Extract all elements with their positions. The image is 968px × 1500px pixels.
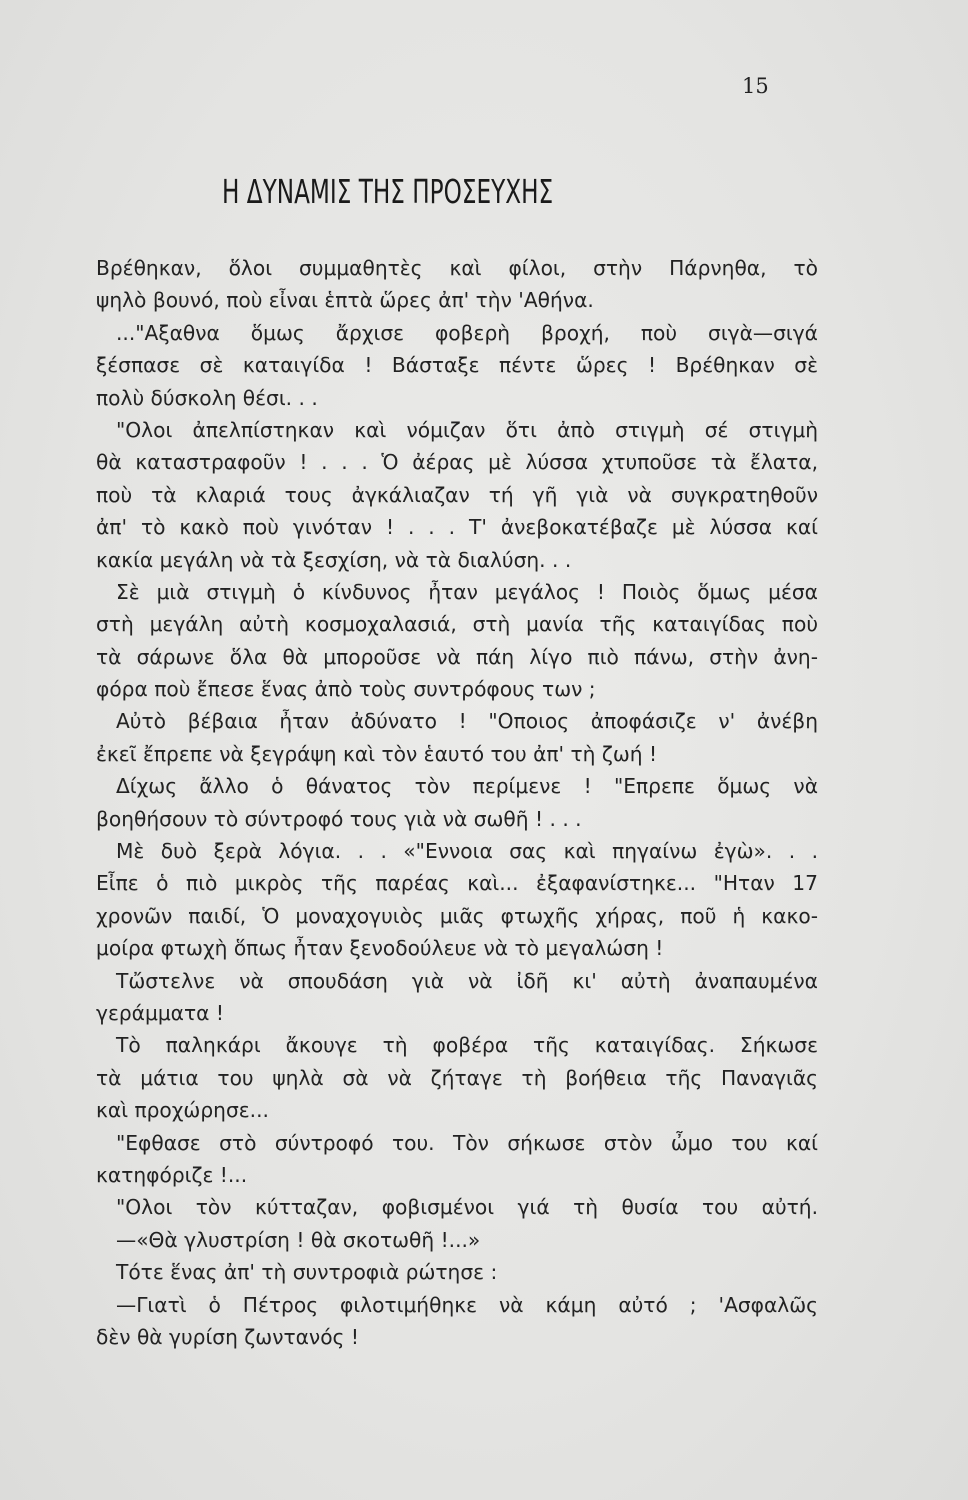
text-line: χρονῶν παιδί, Ὁ μοναχογυιὸς μιᾶς φτωχῆς χήρας, ποῦ ἡ κακο- xyxy=(96,903,818,928)
text-line: "Εφθασε στὸ σύντροφό του. Τὸν σήκωσε στὸν ὦμο του καί xyxy=(116,1130,818,1155)
text-line: Τότε ἕνας ἀπ' τὴ συντροφιὰ ρώτησε : xyxy=(116,1260,498,1285)
text-line: ψηλὸ βουνό, ποὺ εἶναι ἑπτὰ ὥρες ἀπ' τὴν 'Αθήνα. xyxy=(96,288,594,313)
text-line: πολὺ δύσκολη θέσι. . . xyxy=(96,385,318,410)
text-line: Εἶπε ὁ πιὸ μικρὸς τῆς παρέας καὶ... ἐξαφανίστηκε... "Ηταν 17 xyxy=(96,871,818,896)
text-line: Τὸ παληκάρι ἄκουγε τὴ φοβέρα τῆς καταιγίδας. Σήκωσε xyxy=(116,1033,818,1058)
text-line: Μὲ δυὸ ξερὰ λόγια. . . «"Εννοια σας καὶ πηγαίνω ἐγὼ». . . xyxy=(116,839,818,864)
body-text xyxy=(96,252,818,1353)
text-line: ἐκεῖ ἔπρεπε νὰ ξεγράψη καὶ τὸν ἑαυτό του ἀπ' τὴ ζωή ! xyxy=(96,741,658,766)
text-line: καὶ προχώρησε... xyxy=(96,1098,269,1123)
text-line: Αὐτὸ βέβαια ἦταν ἀδύνατο ! "Οποιος ἀποφάσιζε ν' ἀνέβη xyxy=(116,709,818,734)
text-line: ποὺ τὰ κλαριά τους ἀγκάλιαζαν τή γῆ γιὰ νὰ συγκρατηθοῦν xyxy=(96,482,818,507)
text-line: βοηθήσουν τὸ σύντροφό τους γιὰ νὰ σωθῆ ! . . . xyxy=(96,806,582,831)
text-line: φόρα ποὺ ἔπεσε ἕνας ἀπὸ τοὺς συντρόφους των ; xyxy=(96,677,596,702)
text-line: μοίρα φτωχὴ ὅπως ἦταν ξενοδούλευε νὰ τὸ μεγαλώση ! xyxy=(96,936,664,961)
text-line: "Ολοι τὸν κύτταζαν, φοβισμένοι γιά τὴ θυσία του αὐτή. xyxy=(116,1195,818,1220)
page-number: 15 xyxy=(742,74,769,98)
text-line: κακία μεγάλη νὰ τὰ ξεσχίση, νὰ τὰ διαλύση. . . xyxy=(96,547,572,572)
text-line: Βρέθηκαν, ὅλοι συμμαθητὲς καὶ φίλοι, στὴν Πάρνηθα, τὸ xyxy=(96,256,818,280)
text-line: —Γιατὶ ὁ Πέτρος φιλοτιμήθηκε νὰ κάμη αὐτό ; 'Ασφαλῶς xyxy=(116,1292,818,1317)
text-line: κατηφόριζε !... xyxy=(96,1162,248,1187)
text-line: στὴ μεγάλη αὐτὴ κοσμοχαλασιά, στὴ μανία τῆς καταιγίδας ποὺ xyxy=(96,612,818,637)
text-line: Σὲ μιὰ στιγμὴ ὁ κίνδυνος ἦταν μεγάλος ! Ποιὸς ὅμως μέσα xyxy=(116,579,818,604)
text-line: Τὤστελνε νὰ σπουδάση γιὰ νὰ ἰδῆ κι' αὐτὴ ἀναπαυμένα xyxy=(116,968,818,993)
text-line: ..."Αξαθνα ὅμως ἄρχισε φοβερὴ βροχή, ποὺ σιγὰ—σιγά xyxy=(116,320,818,345)
text-line: τὰ σάρωνε ὅλα θὰ μποροῦσε νὰ πάη λίγο πιὸ πάνω, στὴν ἀνη- xyxy=(96,644,818,669)
text-line: ξέσπασε σὲ καταιγίδα ! Βάσταξε πέντε ὥρες ! Βρέθηκαν σὲ xyxy=(96,353,818,378)
text-line: δὲν θὰ γυρίση ζωντανός ! xyxy=(96,1324,359,1349)
text-line: γεράμματα ! xyxy=(96,1000,224,1025)
text-line: Δίχως ἄλλο ὁ θάνατος τὸν περίμενε ! "Επρεπε ὅμως νὰ xyxy=(116,774,818,799)
text-line: —«Θὰ γλυστρίση ! θὰ σκοτωθῆ !...» xyxy=(116,1227,481,1252)
text-line: ἀπ' τὸ κακὸ ποὺ γινόταν ! . . . Τ' ἀνεβοκατέβαζε μὲ λύσσα καί xyxy=(96,515,818,540)
text-line: τὰ μάτια του ψηλὰ σὰ νὰ ζήταγε τὴ βοήθεια τῆς Παναγιᾶς xyxy=(96,1065,818,1090)
text-line: θὰ καταστραφοῦν ! . . . Ὁ ἀέρας μὲ λύσσα χτυποῦσε τὰ ἔλατα, xyxy=(96,450,818,475)
text-line: "Ολοι ἀπελπίστηκαν καὶ νόμιζαν ὅτι ἀπὸ στιγμὴ σέ στιγμὴ xyxy=(116,417,818,442)
chapter-title: Η ΔΥΝΑΜΙΣ ΤΗΣ ΠΡΟΣΕΥΧΗΣ xyxy=(222,172,554,211)
